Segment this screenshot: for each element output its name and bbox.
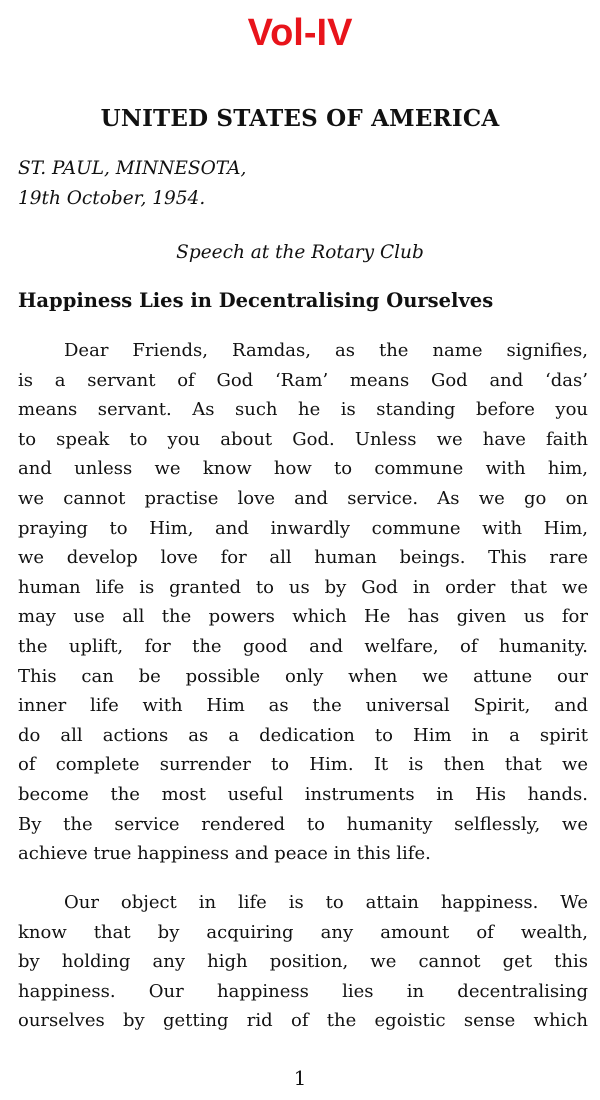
text-line: may use all the powers which He has given us for: [18, 606, 588, 628]
text-line: means servant. As such he is standing before you: [18, 399, 588, 421]
text-line: the uplift, for the good and welfare, of humanity.: [18, 635, 588, 657]
text-line: By the service rendered to humanity selflessly, we: [18, 813, 588, 835]
text-line: Our object in life is to attain happiness. We: [64, 892, 588, 913]
text-line: we cannot practise love and service. As we go on: [18, 487, 588, 509]
paragraph-2: [18, 888, 588, 1036]
text-line: Dear Friends, Ramdas, as the name signifies,: [64, 340, 588, 361]
occasion-subtitle: Speech at the Rotary Club: [176, 242, 424, 263]
text-line: praying to Him, and inwardly commune with Him,: [18, 517, 588, 539]
text-line: ourselves by getting rid of the egoistic sense which: [18, 1010, 588, 1032]
text-line: This can be possible only when we attune our: [18, 665, 588, 687]
text-line: inner life with Him as the universal Spirit, and: [18, 695, 588, 717]
place-line-1: ST. PAUL, MINNESOTA,: [18, 158, 247, 179]
section-heading: Happiness Lies in Decentralising Ourselves: [18, 289, 494, 312]
text-line: become the most useful instruments in His hands.: [18, 783, 588, 805]
text-line: do all actions as a dedication to Him in a spirit: [18, 724, 588, 746]
text-line: of complete surrender to Him. It is then that we: [18, 754, 588, 776]
text-line: to speak to you about God. Unless we have faith: [18, 428, 588, 450]
text-line: and unless we know how to commune with him,: [18, 458, 588, 480]
text-line: know that by acquiring any amount of wealth,: [18, 921, 588, 943]
country-heading: UNITED STATES OF AMERICA: [100, 105, 500, 132]
text-line: human life is granted to us by God in order that we: [18, 576, 588, 598]
paragraph-1: [18, 336, 588, 869]
volume-label: Vol-IV: [247, 12, 353, 54]
text-line: achieve true happiness and peace in this life.: [18, 843, 431, 865]
text-line: happiness. Our happiness lies in decentralising: [18, 980, 588, 1002]
text-line: is a servant of God ‘Ram’ means God and ‘das’: [18, 369, 588, 391]
text-line: by holding any high position, we cannot get this: [18, 951, 588, 973]
page-number: 1: [293, 1066, 307, 1090]
place-line-2: 19th October, 1954.: [18, 188, 206, 209]
text-line: we develop love for all human beings. This rare: [18, 547, 588, 569]
